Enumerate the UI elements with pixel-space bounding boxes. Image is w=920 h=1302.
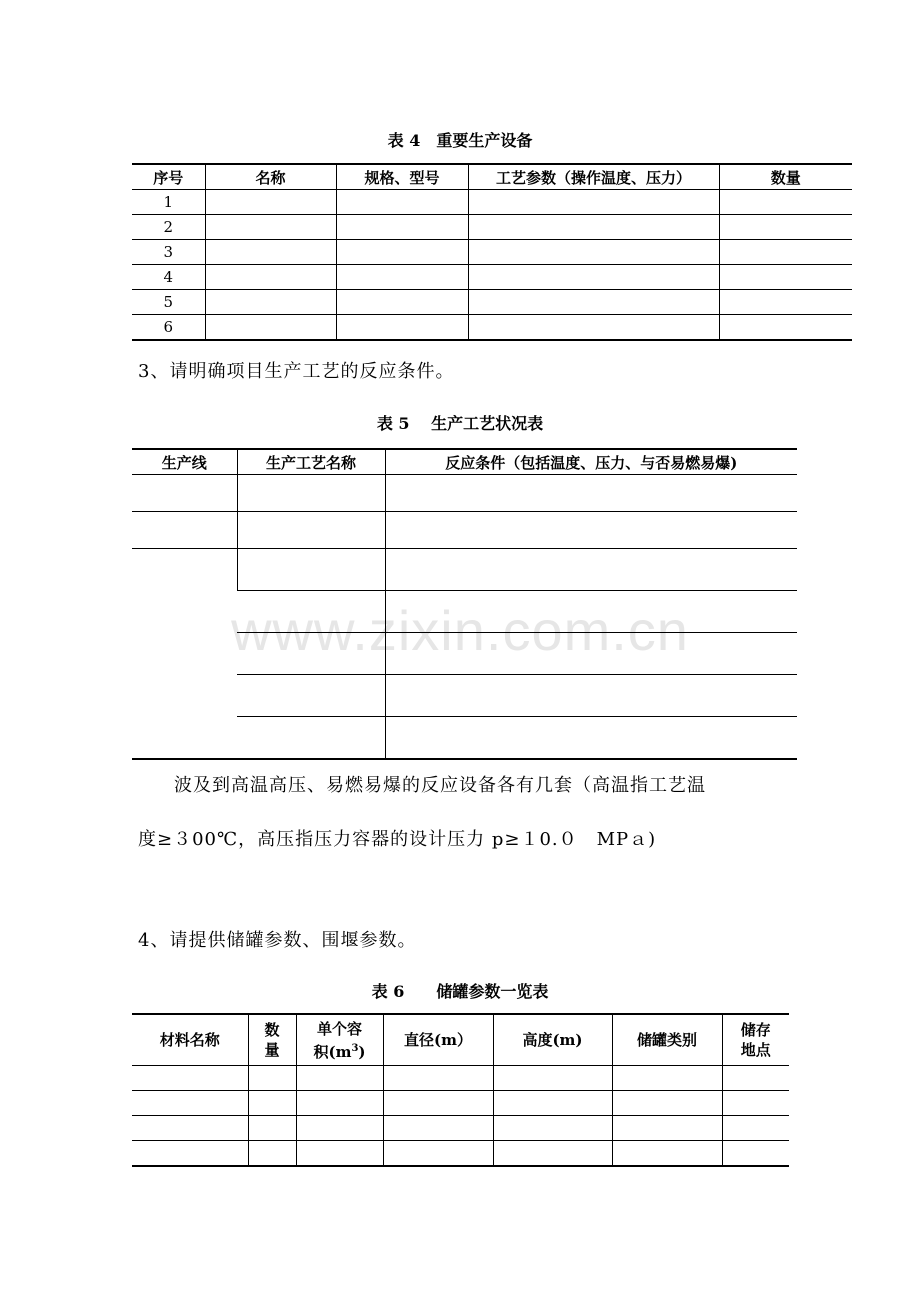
cell bbox=[237, 675, 385, 717]
cell bbox=[336, 265, 468, 290]
watermark: www.zixin.com.cn bbox=[231, 599, 689, 662]
cell bbox=[722, 1116, 789, 1141]
cell bbox=[383, 1141, 493, 1167]
row-number: 5 bbox=[132, 290, 205, 315]
cell bbox=[132, 1091, 248, 1116]
cell bbox=[719, 240, 852, 265]
cell bbox=[385, 633, 797, 675]
cell bbox=[385, 475, 797, 512]
cell bbox=[296, 1066, 383, 1091]
header-volume-sup: 3 bbox=[351, 1042, 359, 1054]
header-process-params: 工艺参数（操作温度、压力） bbox=[468, 164, 719, 190]
cell bbox=[296, 1141, 383, 1167]
table5-caption: 表 5 生产工艺状况表 bbox=[376, 414, 544, 433]
cell bbox=[468, 240, 719, 265]
cell bbox=[237, 549, 385, 591]
table5-process bbox=[132, 448, 797, 760]
cell bbox=[237, 475, 385, 512]
cell bbox=[493, 1116, 612, 1141]
header-location-line2: 地点 bbox=[740, 1041, 771, 1059]
cell bbox=[719, 215, 852, 240]
header-production-line: 生产线 bbox=[132, 449, 237, 475]
cell bbox=[493, 1066, 612, 1091]
row-number: 3 bbox=[132, 240, 205, 265]
header-height: 高度(m) bbox=[493, 1014, 612, 1066]
cell bbox=[336, 315, 468, 341]
table-row bbox=[132, 190, 852, 215]
header-volume-close: ) bbox=[358, 1042, 366, 1061]
table-row bbox=[132, 240, 852, 265]
cell bbox=[205, 240, 336, 265]
cell bbox=[719, 315, 852, 341]
header-process-name: 生产工艺名称 bbox=[237, 449, 385, 475]
cell bbox=[385, 549, 797, 591]
cell bbox=[722, 1141, 789, 1167]
table-row bbox=[132, 1116, 789, 1141]
cell bbox=[719, 290, 852, 315]
cell bbox=[385, 512, 797, 549]
cell bbox=[719, 265, 852, 290]
cell bbox=[132, 475, 237, 512]
header-material-name: 材料名称 bbox=[132, 1014, 248, 1066]
cell bbox=[336, 240, 468, 265]
cell bbox=[383, 1116, 493, 1141]
cell bbox=[385, 675, 797, 717]
table-header-row bbox=[132, 164, 852, 190]
cell bbox=[385, 591, 797, 633]
row-number: 4 bbox=[132, 265, 205, 290]
table-row bbox=[132, 315, 852, 341]
cell bbox=[722, 1066, 789, 1091]
cell bbox=[468, 315, 719, 341]
header-spec: 规格、型号 bbox=[336, 164, 468, 190]
cell bbox=[296, 1116, 383, 1141]
cell bbox=[205, 215, 336, 240]
item-3-text: 3、请明确项目生产工艺的反应条件。 bbox=[138, 361, 455, 382]
header-reaction-conditions: 反应条件（包括温度、压力、与否易燃易爆) bbox=[385, 449, 797, 475]
table-row bbox=[132, 1091, 789, 1116]
table-row bbox=[132, 512, 797, 549]
cell bbox=[336, 290, 468, 315]
cell bbox=[248, 1141, 296, 1167]
row-number: 1 bbox=[132, 190, 205, 215]
cell bbox=[205, 265, 336, 290]
cell bbox=[132, 512, 237, 549]
table-header-row bbox=[132, 1014, 789, 1066]
cell bbox=[205, 290, 336, 315]
cell bbox=[383, 1091, 493, 1116]
table-header-row bbox=[132, 449, 797, 475]
table-row bbox=[132, 1066, 789, 1091]
cell bbox=[385, 717, 797, 760]
row-number: 2 bbox=[132, 215, 205, 240]
table4-equipment bbox=[132, 163, 852, 341]
cell bbox=[468, 190, 719, 215]
header-tank-type: 储罐类别 bbox=[612, 1014, 722, 1066]
table-row bbox=[132, 475, 797, 512]
table-row bbox=[132, 1141, 789, 1167]
table4-caption: 表 4 重要生产设备 bbox=[387, 131, 533, 150]
cell bbox=[296, 1091, 383, 1116]
cell bbox=[722, 1091, 789, 1116]
cell bbox=[612, 1116, 722, 1141]
cell bbox=[336, 190, 468, 215]
table-row bbox=[132, 290, 852, 315]
row-number: 6 bbox=[163, 318, 174, 336]
cell bbox=[205, 315, 336, 341]
cell bbox=[336, 215, 468, 240]
header-quantity-line1: 数 bbox=[264, 1021, 280, 1039]
cell bbox=[719, 190, 852, 215]
merged-cell bbox=[132, 549, 237, 760]
table-row bbox=[132, 215, 852, 240]
cell bbox=[237, 633, 385, 675]
header-serial: 序号 bbox=[132, 164, 205, 190]
header-unit-volume bbox=[296, 1014, 383, 1066]
item-4-text: 4、请提供储罐参数、围堰参数。 bbox=[138, 930, 417, 951]
cell bbox=[237, 512, 385, 549]
cell bbox=[237, 591, 385, 633]
header-location-line1: 储存 bbox=[740, 1021, 771, 1039]
cell bbox=[493, 1091, 612, 1116]
cell bbox=[468, 215, 719, 240]
cell bbox=[237, 717, 385, 760]
header-volume-line1: 单个容 bbox=[316, 1019, 362, 1038]
cell bbox=[383, 1066, 493, 1091]
table-row bbox=[132, 549, 797, 591]
cell bbox=[132, 1141, 248, 1167]
cell bbox=[468, 265, 719, 290]
cell bbox=[493, 1141, 612, 1167]
header-quantity bbox=[248, 1014, 296, 1066]
paragraph-line-2: 度≥３00℃，高压指压力容器的设计压力 p≥１0.０ MPａ) bbox=[138, 829, 657, 850]
cell bbox=[248, 1066, 296, 1091]
cell bbox=[132, 1066, 248, 1091]
header-diameter: 直径(m） bbox=[383, 1014, 493, 1066]
paragraph-line-1: 波及到高温高压、易燃易爆的反应设备各有几套（高温指工艺温 bbox=[174, 775, 706, 796]
cell bbox=[468, 290, 719, 315]
header-quantity-line2: 量 bbox=[264, 1041, 280, 1059]
table-row bbox=[132, 265, 852, 290]
cell bbox=[612, 1141, 722, 1167]
cell bbox=[612, 1066, 722, 1091]
header-quantity: 数量 bbox=[719, 164, 852, 190]
cell bbox=[205, 190, 336, 215]
cell bbox=[612, 1091, 722, 1116]
cell bbox=[248, 1091, 296, 1116]
table6-tanks bbox=[132, 1013, 789, 1167]
header-name: 名称 bbox=[205, 164, 336, 190]
header-storage-location bbox=[722, 1014, 789, 1066]
cell bbox=[248, 1116, 296, 1141]
table6-caption: 表 6 储罐参数一览表 bbox=[371, 982, 549, 1001]
header-volume-line2: 积(m bbox=[313, 1042, 352, 1061]
cell bbox=[132, 1116, 248, 1141]
